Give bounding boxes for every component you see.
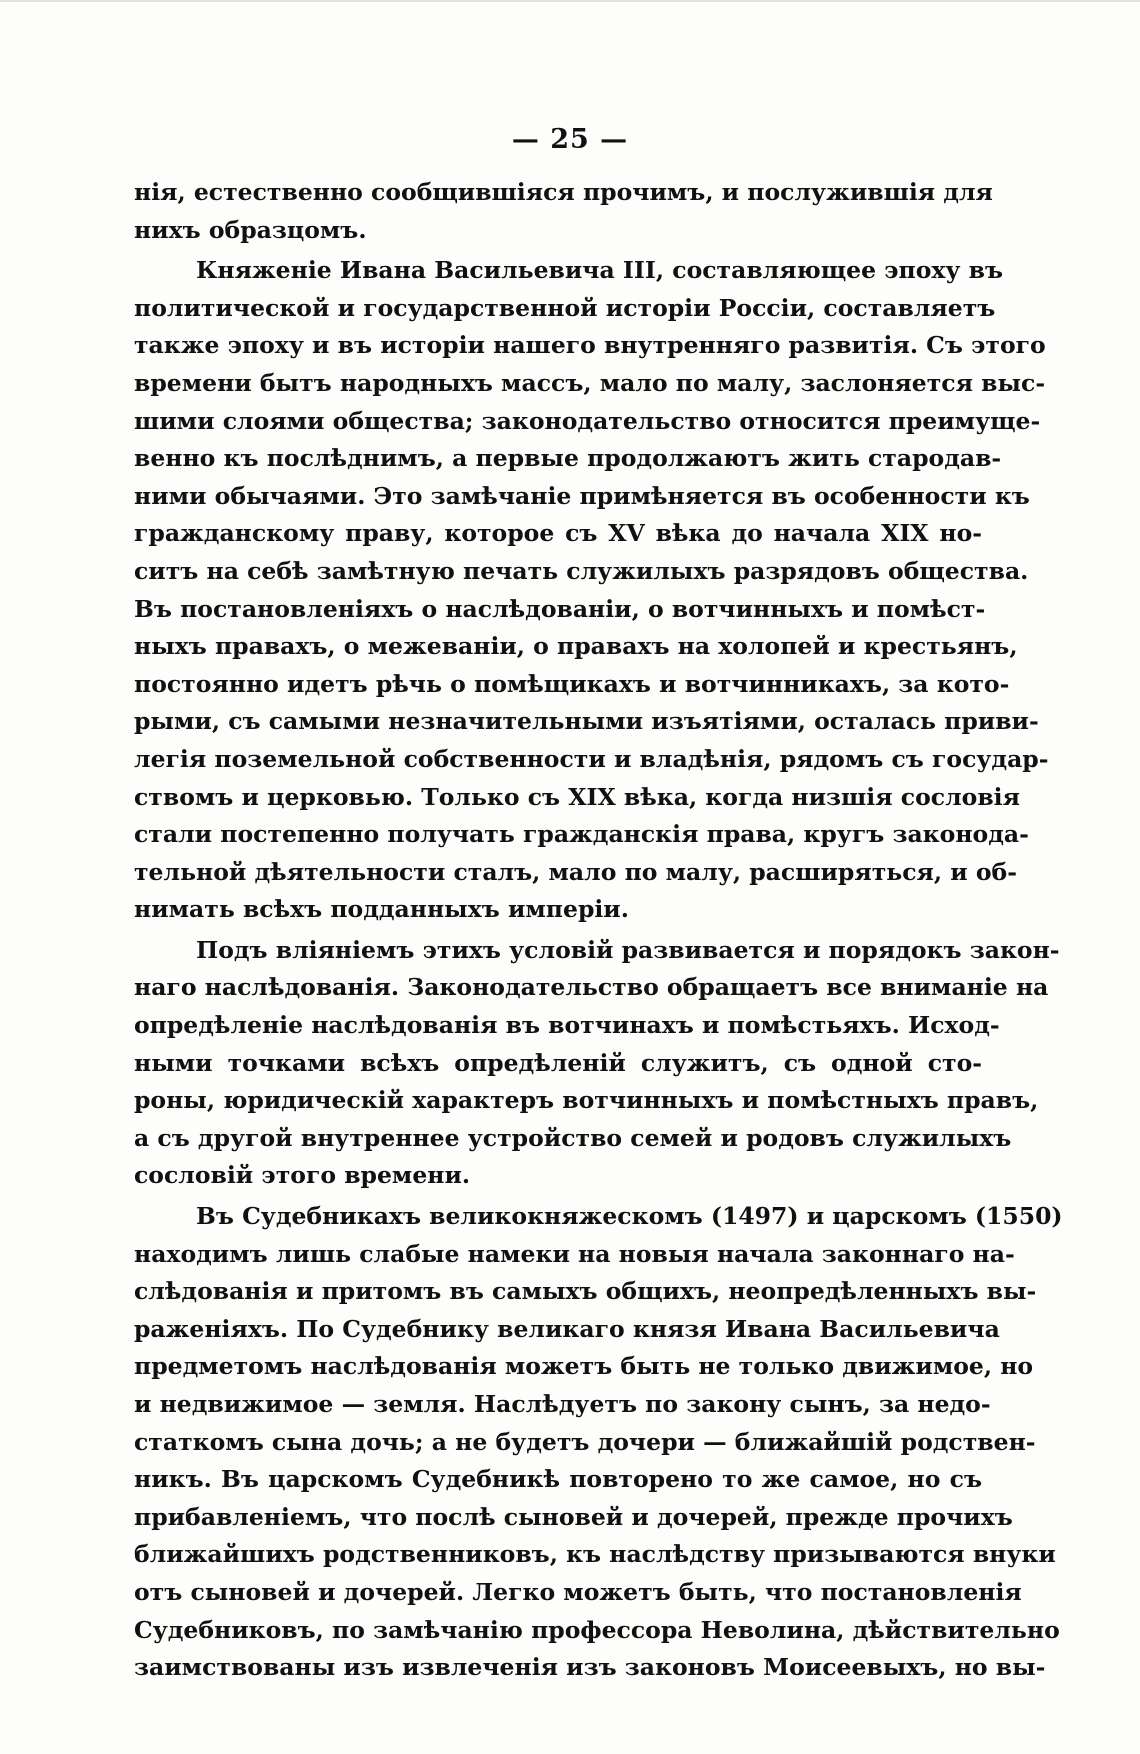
text-line: сословій этого времени. [134,1161,471,1190]
text-line: шими слоями общества; законодательство относится преимуще- [134,406,1041,435]
text-line: стали постепенно получать гражданскія права, кругъ законода- [134,820,1029,849]
text-line: ныхъ правахъ, о межеваніи, о правахъ на холопей и крестьянъ, [134,632,1018,661]
page-body-text [134,174,1063,1690]
text-line: тельной дѣятельности сталъ, мало по малу, расширяться, и об- [134,857,1017,886]
text-line: предметомъ наслѣдованія можетъ быть не только движимое, но [134,1352,1034,1381]
top-edge-line [0,0,1140,2]
text-line: наго наслѣдованія. Законодательство обращаетъ все вниманіе на [134,973,1049,1002]
text-line: гражданскому праву, которое съ XV вѣка до начала XIX но- [134,519,982,548]
text-line: нія, естественно сообщившіяся прочимъ, и послужившія для [134,178,993,206]
text-line: Въ постановленіяхъ о наслѣдованіи, о вотчинныхъ и помѣст- [134,594,986,623]
text-line: Княженіе Ивана Васильевича III, составляющее эпоху въ [196,256,1003,285]
text-line: политической и государственной исторіи Россіи, составляетъ [134,293,996,322]
text-line: постоянно идетъ рѣчь о помѣщикахъ и вотчинникахъ, за кото- [134,669,1010,698]
text-line: ными точками всѣхъ опредѣленій служитъ, съ одной сто- [134,1048,982,1077]
text-line: венно къ послѣднимъ, а первые продолжаютъ жить стародав- [134,444,1002,473]
text-line: опредѣленіе наслѣдованія въ вотчинахъ и помѣстьяхъ. Исход- [134,1011,1000,1040]
text-line: а съ другой внутреннее устройство семей и родовъ служилыхъ [134,1123,1012,1152]
text-line: статкомъ сына дочь; а не будетъ дочери — ближайшій родствен- [134,1427,1036,1456]
text-line: прибавленіемъ, что послѣ сыновей и дочерей, прежде прочихъ [134,1502,1013,1531]
text-line: находимъ лишь слабые намеки на новыя начала законнаго на- [134,1239,1015,1268]
text-line: Въ Судебникахъ великокняжескомъ (1497) и царскомъ (1550) [196,1202,1063,1231]
text-line: раженіяхъ. По Судебнику великаго князя Ивана Васильевича [134,1314,1000,1343]
page-number: — 25 — [511,124,629,155]
text-line: ствомъ и церковью. Только съ XIX вѣка, когда низшія сословія [134,782,1020,811]
text-line: ситъ на себѣ замѣтную печать служилыхъ разрядовъ общества. [134,556,1029,585]
paragraph [134,1198,1063,1687]
text-line: и недвижимое — земля. Наслѣдуетъ по закону сынъ, за недо- [134,1390,991,1418]
text-line: нихъ образцомъ. [134,215,367,244]
text-line: Судебниковъ, по замѣчанію профессора Неволина, дѣйствительно [134,1615,1060,1644]
paragraph [134,174,993,249]
text-line: Подъ вліяніемъ этихъ условій развивается и порядокъ закон- [196,935,1060,964]
text-line: легія поземельной собственности и владѣнія, рядомъ съ государ- [134,744,1049,773]
text-line: слѣдованія и притомъ въ самыхъ общихъ, неопредѣленныхъ вы- [134,1277,1037,1306]
text-line: заимствованы изъ извлеченія изъ законовъ Моисеевыхъ, но вы- [134,1653,1046,1682]
text-line: нимать всѣхъ подданныхъ имперіи. [134,895,629,924]
text-line: времени бытъ народныхъ массъ, мало по малу, заслоняется выс- [134,368,1046,397]
text-line: ними обычаями. Это замѣчаніе примѣняется въ особенности къ [134,481,1030,510]
text-line: ближайшихъ родственниковъ, къ наслѣдству призываются внуки [134,1540,1056,1569]
text-line: никъ. Въ царскомъ Судебникѣ повторено то же самое, но съ [134,1465,982,1494]
text-line: также эпоху и въ исторіи нашего внутренняго развитія. Съ этого [134,331,1046,360]
text-line: отъ сыновей и дочерей. Легко можетъ быть, что постановленія [134,1577,1022,1606]
text-line: роны, юридическій характеръ вотчинныхъ и помѣстныхъ правъ, [134,1086,1039,1115]
text-line: рыми, съ самыми незначительными изъятіями, осталась приви- [134,707,1039,736]
paragraph [134,932,1060,1195]
paragraph [134,252,1049,929]
